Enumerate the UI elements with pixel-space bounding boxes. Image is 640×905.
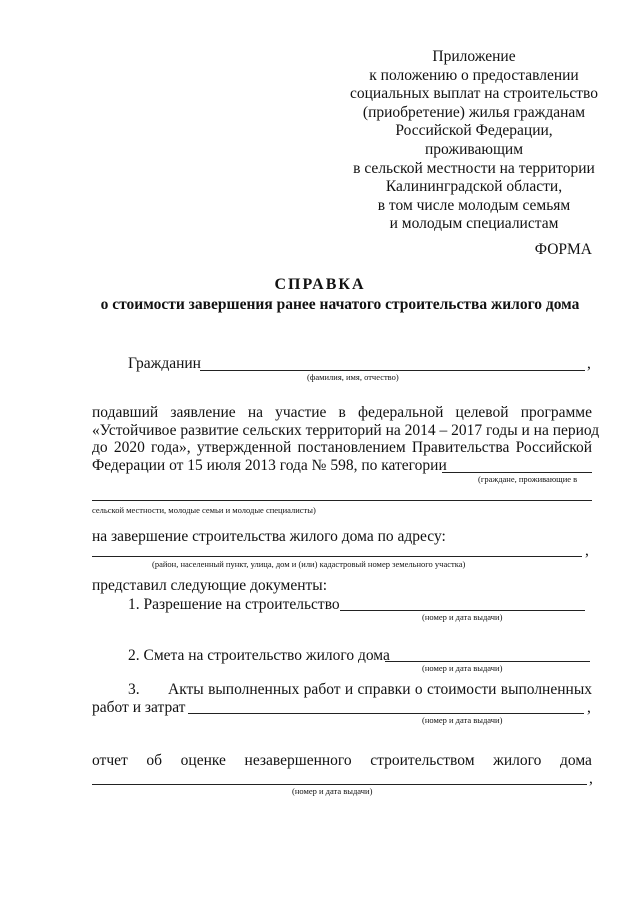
appendix-line: к положению о предоставлении xyxy=(369,66,579,84)
doc-item-3-number: 3. xyxy=(128,681,140,698)
doc-item-4-comma: , xyxy=(589,770,593,787)
paragraph-line: «Устойчивое развитие сельских территорий на 2014 – 2017 годы и на период xyxy=(92,421,600,439)
word: строительством xyxy=(370,752,475,769)
doc-item-2-label: 2. Смета на строительство жилого дома xyxy=(128,647,390,664)
category-label: Федерации от 15 июля 2013 года № 598, по категории xyxy=(92,457,447,474)
doc-item-1-caption: (номер и дата выдачи) xyxy=(422,612,503,622)
category-caption-2: сельской местности, молодые семьи и молодые специалисты) xyxy=(92,505,316,515)
appendix-line: (приобретение) жилья гражданам xyxy=(362,103,586,121)
category-field-continuation[interactable] xyxy=(92,500,592,501)
doc-item-4-line xyxy=(92,752,592,770)
estimate-field[interactable] xyxy=(385,661,590,662)
word: отчет xyxy=(92,752,128,769)
citizen-label: Гражданин xyxy=(128,355,201,372)
appendix-line: в сельской местности на территории xyxy=(353,159,595,177)
appendix-line: социальных выплат на строительство xyxy=(349,85,599,103)
word: незавершенного xyxy=(244,752,352,769)
doc-item-3-line-1: Акты выполненных работ и справки о стоимости выполненных xyxy=(168,681,592,698)
paragraph-line: до 2020 года», утвержденной постановлением Правительства Российской xyxy=(92,439,592,456)
appendix-line: в том числе молодым семьям xyxy=(377,196,571,214)
word: дома xyxy=(559,752,592,769)
doc-item-3-caption: (номер и дата выдачи) xyxy=(422,715,503,725)
category-caption-1: (граждане, проживающие в xyxy=(478,474,578,484)
citizen-comma: , xyxy=(587,355,591,372)
documents-intro: представил следующие документы: xyxy=(92,577,328,594)
word: оценке xyxy=(180,752,226,769)
document-title: СПРАВКА xyxy=(274,276,366,293)
document-subtitle: о стоимости завершения ранее начатого строительства жилого дома xyxy=(100,296,580,313)
doc-item-1-label: 1. Разрешение на строительство xyxy=(128,596,340,613)
citizen-caption: (фамилия, имя, отчество) xyxy=(307,372,399,382)
doc-item-3-comma: , xyxy=(587,699,591,716)
address-comma: , xyxy=(585,542,589,559)
address-caption: (район, населенный пункт, улица, дом и (или) кадастровый номер земельного участка) xyxy=(152,559,466,569)
category-field[interactable] xyxy=(442,472,592,473)
appendix-line: Калининградской области, xyxy=(385,178,563,196)
word: об xyxy=(146,752,163,769)
building-permit-field[interactable] xyxy=(340,610,585,611)
form-label: ФОРМА xyxy=(534,241,592,258)
paragraph-line: подавший заявление на участие в федеральной целевой программе xyxy=(92,404,592,421)
citizen-name-field[interactable] xyxy=(200,370,585,371)
address-label: на завершение строительства жилого дома по адресу: xyxy=(92,528,446,545)
appendix-line: проживающим xyxy=(424,140,524,158)
appendix-line: Российской Федерации, xyxy=(395,122,553,140)
appendix-line: и молодым специалистам xyxy=(389,215,559,233)
doc-item-2-caption: (номер и дата выдачи) xyxy=(422,663,503,673)
evaluation-report-field[interactable] xyxy=(92,784,587,785)
application-paragraph xyxy=(92,404,600,457)
appendix-line: Приложение xyxy=(432,48,516,65)
doc-item-4-caption: (номер и дата выдачи) xyxy=(292,786,373,796)
word: жилого xyxy=(493,752,542,769)
appendix-header xyxy=(318,48,630,234)
address-field[interactable] xyxy=(92,556,582,557)
acts-field[interactable] xyxy=(188,713,584,714)
doc-item-3-line-2: работ и затрат xyxy=(92,699,186,716)
